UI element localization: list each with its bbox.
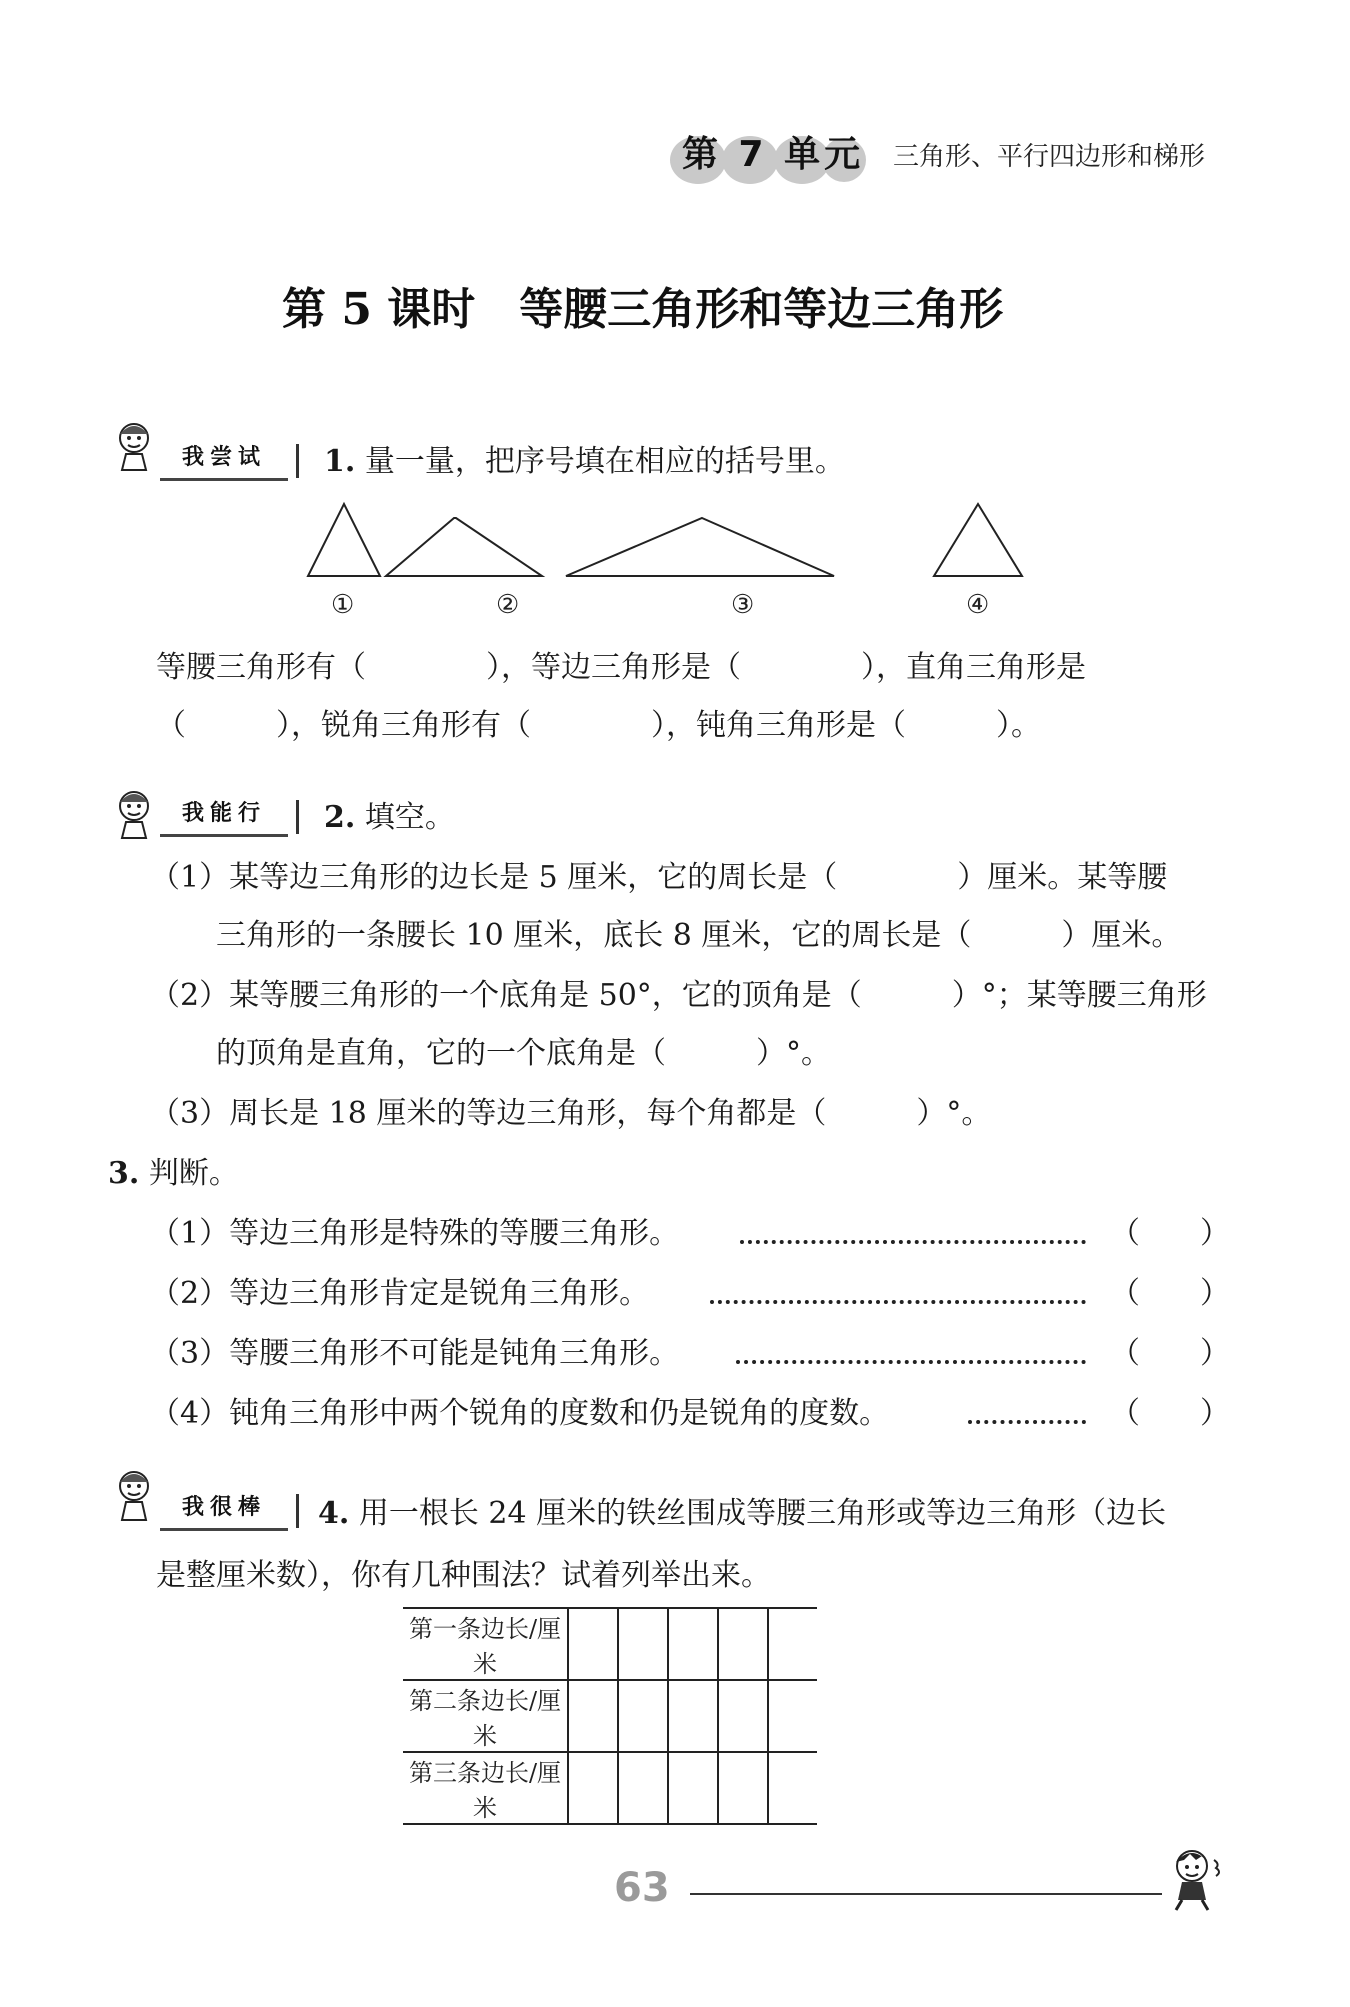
- badge-can-do-label: 我能行: [181, 801, 266, 826]
- table-cell[interactable]: [618, 1752, 668, 1824]
- table-cell[interactable]: [668, 1608, 718, 1680]
- label-2: ②: [496, 590, 520, 620]
- badge-underline: [160, 834, 288, 837]
- footer-rule: [690, 1893, 1162, 1895]
- q2-item-1b: 三角形的一条腰长 10 厘米，底长 8 厘米，它的周长是（ ）厘米。: [216, 918, 1182, 953]
- question-2-number: 2.: [324, 800, 356, 835]
- dot-leader: [736, 1356, 1086, 1364]
- question-1-text: 量一量，把序号填在相应的括号里。: [364, 444, 845, 479]
- badge-underline: [160, 1528, 288, 1531]
- badge-divider: [296, 1494, 299, 1528]
- q3-answer-box-2[interactable]: （ ）: [1110, 1276, 1230, 1311]
- side-length-table: [403, 1607, 817, 1825]
- table-cell[interactable]: [718, 1680, 768, 1752]
- triangle-3: [566, 518, 834, 576]
- lesson-title: 第 5 课时 等腰三角形和等边三角形: [282, 284, 1004, 335]
- table-row: [403, 1608, 817, 1680]
- girl-mascot-icon: [112, 420, 156, 476]
- badge-divider: [296, 444, 299, 478]
- question-2: [324, 798, 455, 838]
- question-2-text: 填空。: [364, 800, 455, 835]
- question-1-number: 1.: [324, 444, 356, 479]
- table-cell[interactable]: [718, 1752, 768, 1824]
- q3-statement-4: （4）钝角三角形中两个锐角的度数和仍是锐角的度数。: [150, 1396, 890, 1431]
- table-cell[interactable]: [568, 1752, 618, 1824]
- table-cell[interactable]: [668, 1752, 718, 1824]
- row-header-side-3: 第三条边长/厘米: [403, 1752, 568, 1824]
- question-1: [324, 442, 845, 482]
- badge-great-label: 我很棒: [181, 1495, 266, 1520]
- question-3-number: 3.: [108, 1156, 140, 1191]
- girl-mascot-icon: [112, 1466, 156, 1526]
- table-cell[interactable]: [768, 1680, 817, 1752]
- table-row: [403, 1752, 817, 1824]
- q2-item-3: （3）周长是 18 厘米的等边三角形，每个角都是（ ）°。: [150, 1096, 992, 1131]
- girl-mascot-icon: [112, 788, 156, 844]
- table-cell[interactable]: [618, 1608, 668, 1680]
- label-3: ③: [731, 590, 755, 620]
- q3-statement-3: （3）等腰三角形不可能是钝角三角形。: [150, 1336, 680, 1371]
- table-cell[interactable]: [568, 1608, 618, 1680]
- badge-divider: [296, 800, 299, 834]
- question-3: [108, 1154, 239, 1194]
- table-cell[interactable]: [618, 1680, 668, 1752]
- badge-try-label: 我尝试: [181, 445, 266, 470]
- unit-heading: 第 7 单元: [682, 134, 865, 175]
- dot-leader: [740, 1236, 1086, 1244]
- q3-statement-1: （1）等边三角形是特殊的等腰三角形。: [150, 1216, 680, 1251]
- q2-item-1a: （1）某等边三角形的边长是 5 厘米，它的周长是（ ）厘米。某等腰: [150, 860, 1168, 895]
- table-cell[interactable]: [768, 1608, 817, 1680]
- page-number: 63: [614, 1865, 670, 1911]
- unit-subtitle: 三角形、平行四边形和梯形: [893, 142, 1206, 172]
- triangle-1: [308, 504, 380, 576]
- question-4-number: 4.: [318, 1496, 350, 1531]
- dot-leader: [710, 1296, 1086, 1304]
- row-header-side-1: 第一条边长/厘米: [403, 1608, 568, 1680]
- row-header-side-2: 第二条边长/厘米: [403, 1680, 568, 1752]
- triangle-2: [386, 518, 542, 576]
- question-4-text-1: 用一根长 24 厘米的铁丝围成等腰三角形或等边三角形（边长: [358, 1496, 1167, 1531]
- triangle-4: [934, 504, 1022, 576]
- q2-item-2b: 的顶角是直角，它的一个底角是（ ）°。: [216, 1036, 831, 1071]
- label-1: ①: [331, 590, 355, 620]
- table-cell[interactable]: [768, 1752, 817, 1824]
- triangle-figures: [290, 498, 1050, 578]
- label-4: ④: [966, 590, 990, 620]
- boy-mascot-icon: [1162, 1846, 1226, 1914]
- q1-answer-line-2: （ ），锐角三角形有（ ），钝角三角形是（ ）。: [156, 708, 1041, 743]
- q3-answer-box-4[interactable]: （ ）: [1110, 1396, 1230, 1431]
- question-4-line-2: 是整厘米数），你有几种围法？试着列举出来。: [156, 1558, 771, 1593]
- question-3-text: 判断。: [148, 1156, 239, 1191]
- dot-leader: [968, 1416, 1086, 1424]
- q2-item-2a: （2）某等腰三角形的一个底角是 50°，它的顶角是（ ）°；某等腰三角形: [150, 978, 1207, 1013]
- q3-answer-box-1[interactable]: （ ）: [1110, 1216, 1230, 1251]
- table-cell[interactable]: [668, 1680, 718, 1752]
- q3-answer-box-3[interactable]: （ ）: [1110, 1336, 1230, 1371]
- q3-statement-2: （2）等边三角形肯定是锐角三角形。: [150, 1276, 650, 1311]
- badge-underline: [160, 478, 288, 481]
- question-4-line-1: [318, 1494, 1166, 1534]
- q1-answer-line-1: 等腰三角形有（ ），等边三角形是（ ），直角三角形是: [156, 650, 1086, 685]
- table-cell[interactable]: [568, 1680, 618, 1752]
- table-cell[interactable]: [718, 1608, 768, 1680]
- table-row: [403, 1680, 817, 1752]
